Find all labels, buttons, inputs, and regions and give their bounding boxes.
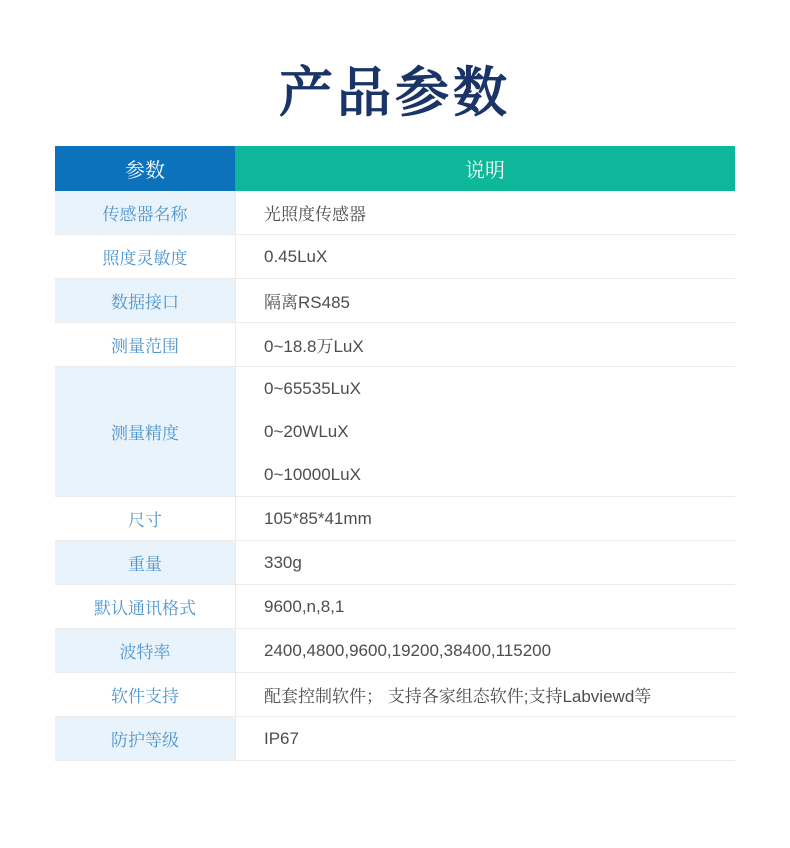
- param-cell: 测量范围: [111, 337, 179, 356]
- header-cell-param: 参数: [55, 146, 235, 191]
- table-row: [55, 673, 735, 717]
- table-row: [55, 191, 735, 235]
- desc-cell: [235, 367, 735, 496]
- param-cell: 照度灵敏度: [102, 249, 188, 268]
- param-cell: 测量精度: [55, 367, 235, 496]
- desc-cell: [235, 279, 735, 322]
- desc-cell: [235, 673, 735, 716]
- desc-line: 105*85*41mm: [264, 508, 372, 528]
- desc-cell: [235, 717, 735, 760]
- desc-line: 光照度传感器: [264, 205, 366, 224]
- desc-line: 0~65535LuX: [264, 378, 361, 398]
- desc-line: 2400,4800,9600,19200,38400,115200: [264, 640, 552, 660]
- desc-cell: [235, 541, 735, 584]
- desc-line: 9600,n,8,1: [264, 596, 345, 616]
- table-row: [55, 497, 735, 541]
- table-row: [55, 541, 735, 585]
- desc-line: 330g: [264, 552, 302, 572]
- header-cell-desc: 说明: [235, 146, 735, 191]
- table-header-row: [55, 146, 735, 191]
- desc-line: 0.45LuX: [264, 246, 328, 266]
- param-cell: 默认通讯格式: [94, 599, 196, 618]
- desc-cell: [235, 629, 735, 672]
- desc-line: 0~10000LuX: [264, 464, 361, 484]
- desc-line: 配套控制软件； 支持各家组态软件;支持Labviewd等: [264, 687, 652, 706]
- desc-cell: [235, 585, 735, 628]
- param-cell: 数据接口: [55, 279, 235, 322]
- desc-cell: [235, 323, 735, 366]
- param-cell: 软件支持: [111, 687, 179, 706]
- desc-cell: [235, 191, 735, 234]
- product-params-table: [55, 146, 735, 761]
- param-cell: 重量: [55, 541, 235, 584]
- desc-line: 0~18.8万LuX: [264, 337, 364, 356]
- page-title: 产品参数: [279, 63, 511, 123]
- table-row: [55, 717, 735, 761]
- desc-line: IP67: [264, 728, 299, 748]
- table-row: [55, 585, 735, 629]
- table-row: [55, 629, 735, 673]
- param-cell: 防护等级: [55, 717, 235, 760]
- desc-line: 隔离RS485: [264, 293, 350, 312]
- desc-line: 0~20WLuX: [264, 421, 349, 441]
- table-body: [55, 191, 735, 761]
- table-row: [55, 235, 735, 279]
- table-row: [55, 323, 735, 367]
- table-row: [55, 279, 735, 323]
- table-row: [55, 367, 735, 497]
- desc-cell: [235, 497, 735, 540]
- param-cell: 传感器名称: [55, 191, 235, 234]
- param-cell: 尺寸: [128, 511, 162, 530]
- param-cell: 波特率: [55, 629, 235, 672]
- desc-cell: [235, 235, 735, 278]
